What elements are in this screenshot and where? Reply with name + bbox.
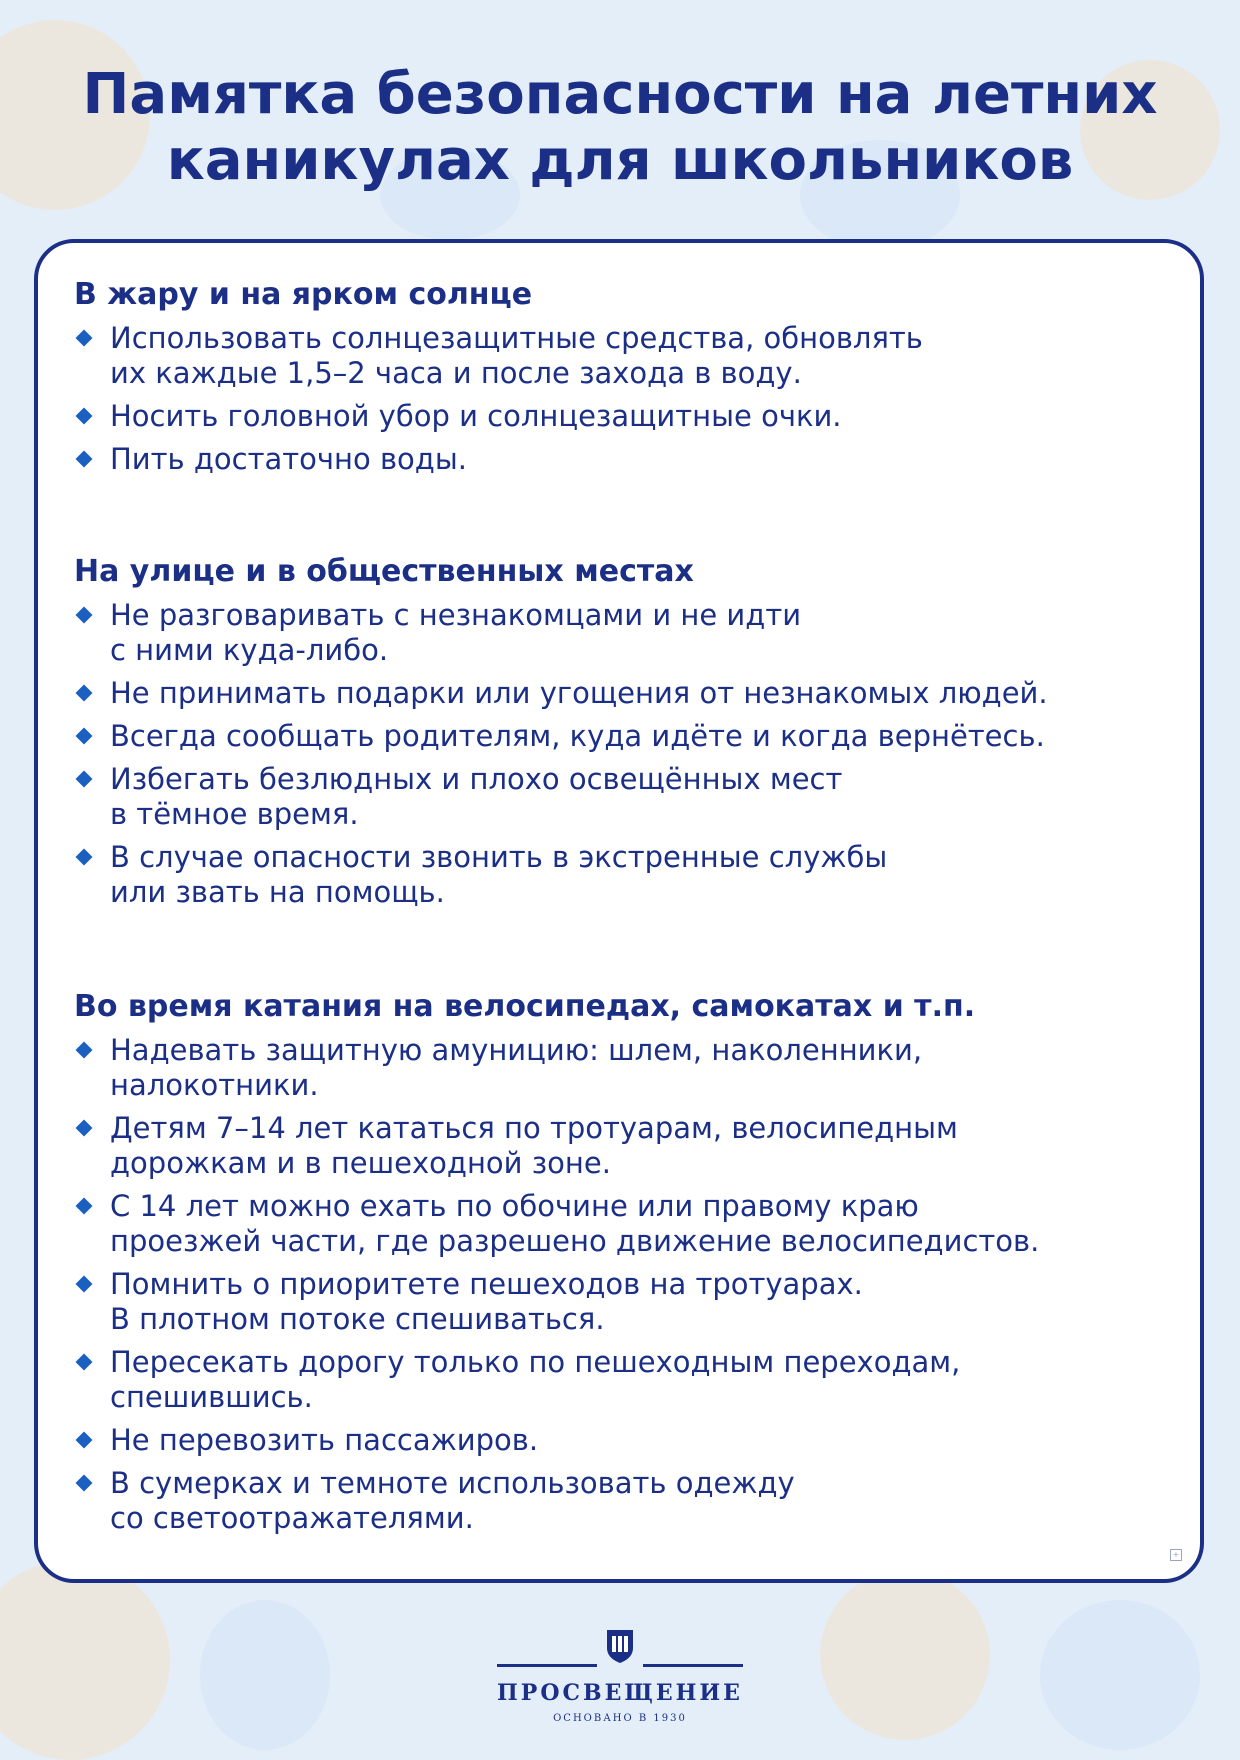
section-cycling	[74, 987, 1174, 1544]
item-text: налокотники.	[110, 1068, 319, 1102]
diamond-bullet-icon	[76, 849, 93, 866]
diamond-bullet-icon	[76, 685, 93, 702]
item-text: С 14 лет можно ехать по обочине или правому краю	[110, 1189, 919, 1223]
section-heading: Во время катания на велосипедах, самокатах и т.п.	[74, 989, 976, 1024]
logo-name: ПРОСВЕЩЕНИЕ	[497, 1680, 743, 1706]
list-item	[74, 762, 1174, 832]
item-text: Не перевозить пассажиров.	[110, 1423, 539, 1457]
item-text: Носить головной убор и солнцезащитные очки.	[110, 399, 842, 433]
expand-icon: +	[1170, 1549, 1182, 1561]
item-text: Надевать защитную амуницию: шлем, наколенники,	[110, 1033, 923, 1067]
item-text: Детям 7–14 лет кататься по тротуарам, велосипедным	[110, 1111, 958, 1145]
list-item	[74, 719, 1174, 754]
list-item	[74, 1189, 1174, 1259]
item-text: В сумерках и темноте использовать одежду	[110, 1466, 795, 1500]
list-item	[74, 1466, 1174, 1536]
item-text: Не принимать подарки или угощения от незнакомых людей.	[110, 676, 1048, 710]
content-card	[34, 239, 1204, 1583]
title-line: каникулах для школьников	[166, 128, 1074, 193]
item-text: Пить достаточно воды.	[110, 442, 467, 476]
list-item	[74, 321, 1174, 391]
diamond-bullet-icon	[76, 1276, 93, 1293]
page-title	[0, 62, 1240, 194]
diamond-bullet-icon	[76, 728, 93, 745]
item-text: В случае опасности звонить в экстренные службы	[110, 840, 888, 874]
diamond-bullet-icon	[76, 1198, 93, 1215]
background-decoration	[1040, 1600, 1200, 1750]
item-text: Не разговаривать с незнакомцами и не идти	[110, 598, 802, 632]
item-text: или звать на помощь.	[110, 875, 445, 909]
diamond-bullet-icon	[76, 451, 93, 468]
diamond-bullet-icon	[76, 771, 93, 788]
list-item	[74, 1111, 1174, 1181]
list-item	[74, 1345, 1174, 1415]
item-text: Помнить о приоритете пешеходов на тротуарах.	[110, 1267, 863, 1301]
logo-tagline: ОСНОВАНО В 1930	[553, 1713, 687, 1724]
diamond-bullet-icon	[76, 1432, 93, 1449]
diamond-bullet-icon	[76, 1354, 93, 1371]
diamond-bullet-icon	[76, 330, 93, 347]
item-text: Избегать безлюдных и плохо освещённых мест	[110, 762, 843, 796]
bullet-list	[74, 1033, 1174, 1536]
list-item	[74, 1033, 1174, 1103]
item-text: дорожкам и в пешеходной зоне.	[110, 1146, 611, 1180]
bullet-list	[74, 321, 1174, 477]
diamond-bullet-icon	[76, 1042, 93, 1059]
list-item	[74, 598, 1174, 668]
item-text: их каждые 1,5–2 часа и после захода в воду.	[110, 356, 802, 390]
item-text: спешившись.	[110, 1380, 313, 1414]
bullet-list	[74, 598, 1174, 910]
diamond-bullet-icon	[76, 607, 93, 624]
section-heat	[74, 275, 1174, 485]
list-item	[74, 1267, 1174, 1337]
item-text: с ними куда-либо.	[110, 633, 389, 667]
item-text: Пересекать дорогу только по пешеходным переходам,	[110, 1345, 961, 1379]
diamond-bullet-icon	[76, 1475, 93, 1492]
section-heading: На улице и в общественных местах	[74, 554, 694, 589]
section-heading: В жару и на ярком солнце	[74, 277, 533, 312]
list-item	[74, 840, 1174, 910]
list-item	[74, 676, 1174, 711]
logo-rule	[497, 1664, 597, 1667]
diamond-bullet-icon	[76, 1120, 93, 1137]
item-text: В плотном потоке спешиваться.	[110, 1302, 605, 1336]
item-text: Использовать солнцезащитные средства, обновлять	[110, 321, 923, 355]
list-item	[74, 399, 1174, 434]
background-decoration	[0, 1560, 170, 1760]
section-street	[74, 552, 1174, 918]
item-text: со светоотражателями.	[110, 1501, 474, 1535]
logo-rule	[643, 1664, 743, 1667]
diamond-bullet-icon	[76, 408, 93, 425]
item-text: Всегда сообщать родителям, куда идёте и когда вернётесь.	[110, 719, 1045, 753]
shield-emblem-icon	[605, 1628, 635, 1664]
list-item	[74, 1423, 1174, 1458]
list-item	[74, 442, 1174, 477]
item-text: проезжей части, где разрешено движение велосипедистов.	[110, 1224, 1040, 1258]
item-text: в тёмное время.	[110, 797, 359, 831]
background-decoration	[200, 1600, 330, 1750]
title-line: Памятка безопасности на летних	[82, 62, 1158, 127]
